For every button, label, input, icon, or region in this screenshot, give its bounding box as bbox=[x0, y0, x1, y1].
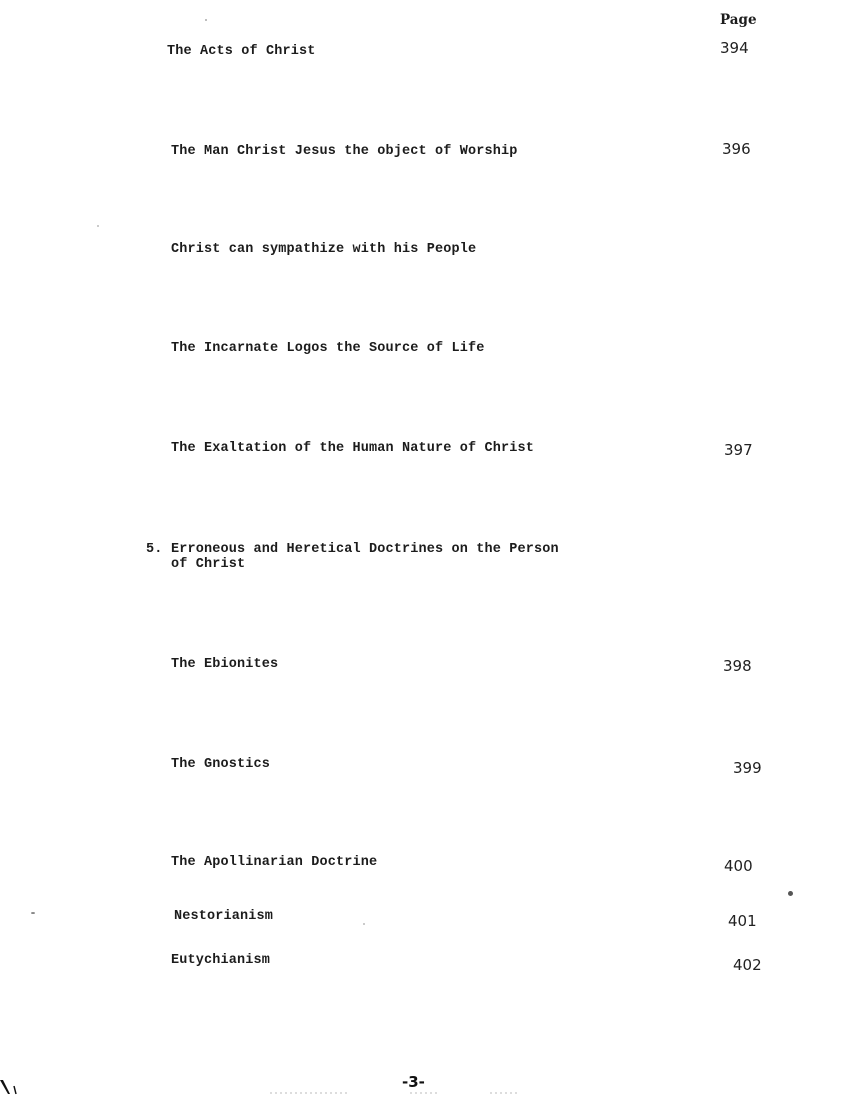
footer-page-number: -3- bbox=[402, 1073, 425, 1091]
section-heading-line1: Erroneous and Heretical Doctrines on the Person bbox=[171, 542, 559, 557]
scan-speck bbox=[788, 891, 793, 896]
section-number: 5. bbox=[146, 542, 163, 557]
toc-entry-page: 402 bbox=[733, 956, 762, 974]
toc-entry-title: The Apollinarian Doctrine bbox=[171, 855, 378, 870]
scan-speck bbox=[363, 923, 365, 925]
toc-entry-title: Christ can sympathize with his People bbox=[171, 242, 477, 257]
scan-speck bbox=[31, 912, 35, 914]
toc-entry-title: Nestorianism bbox=[174, 909, 274, 924]
toc-entry-page: 400 bbox=[724, 857, 753, 875]
toc-entry-page: 398 bbox=[723, 657, 752, 675]
toc-entry-title: The Incarnate Logos the Source of Life bbox=[171, 341, 485, 356]
toc-entry-title: The Acts of Christ bbox=[167, 44, 316, 59]
toc-entry-page: 397 bbox=[724, 441, 753, 459]
section-heading-line2: of Christ bbox=[171, 557, 246, 572]
toc-entry-page: 394 bbox=[720, 39, 749, 57]
toc-entry-title: The Man Christ Jesus the object of Worship bbox=[171, 144, 518, 159]
toc-entry-title: Eutychianism bbox=[171, 953, 271, 968]
scan-corner-mark bbox=[0, 1076, 22, 1096]
toc-entry-page: 396 bbox=[722, 140, 751, 158]
toc-entry-page: 401 bbox=[728, 912, 757, 930]
page-column-heading: Page bbox=[720, 12, 757, 28]
scan-noise-strip bbox=[260, 1088, 540, 1096]
toc-entry-title: The Exaltation of the Human Nature of Christ bbox=[171, 441, 535, 456]
toc-entry-title: The Ebionites bbox=[171, 657, 279, 672]
scan-speck bbox=[97, 225, 99, 227]
scan-speck bbox=[205, 19, 207, 21]
toc-entry-page: 399 bbox=[733, 759, 762, 777]
toc-entry-title: The Gnostics bbox=[171, 757, 271, 772]
